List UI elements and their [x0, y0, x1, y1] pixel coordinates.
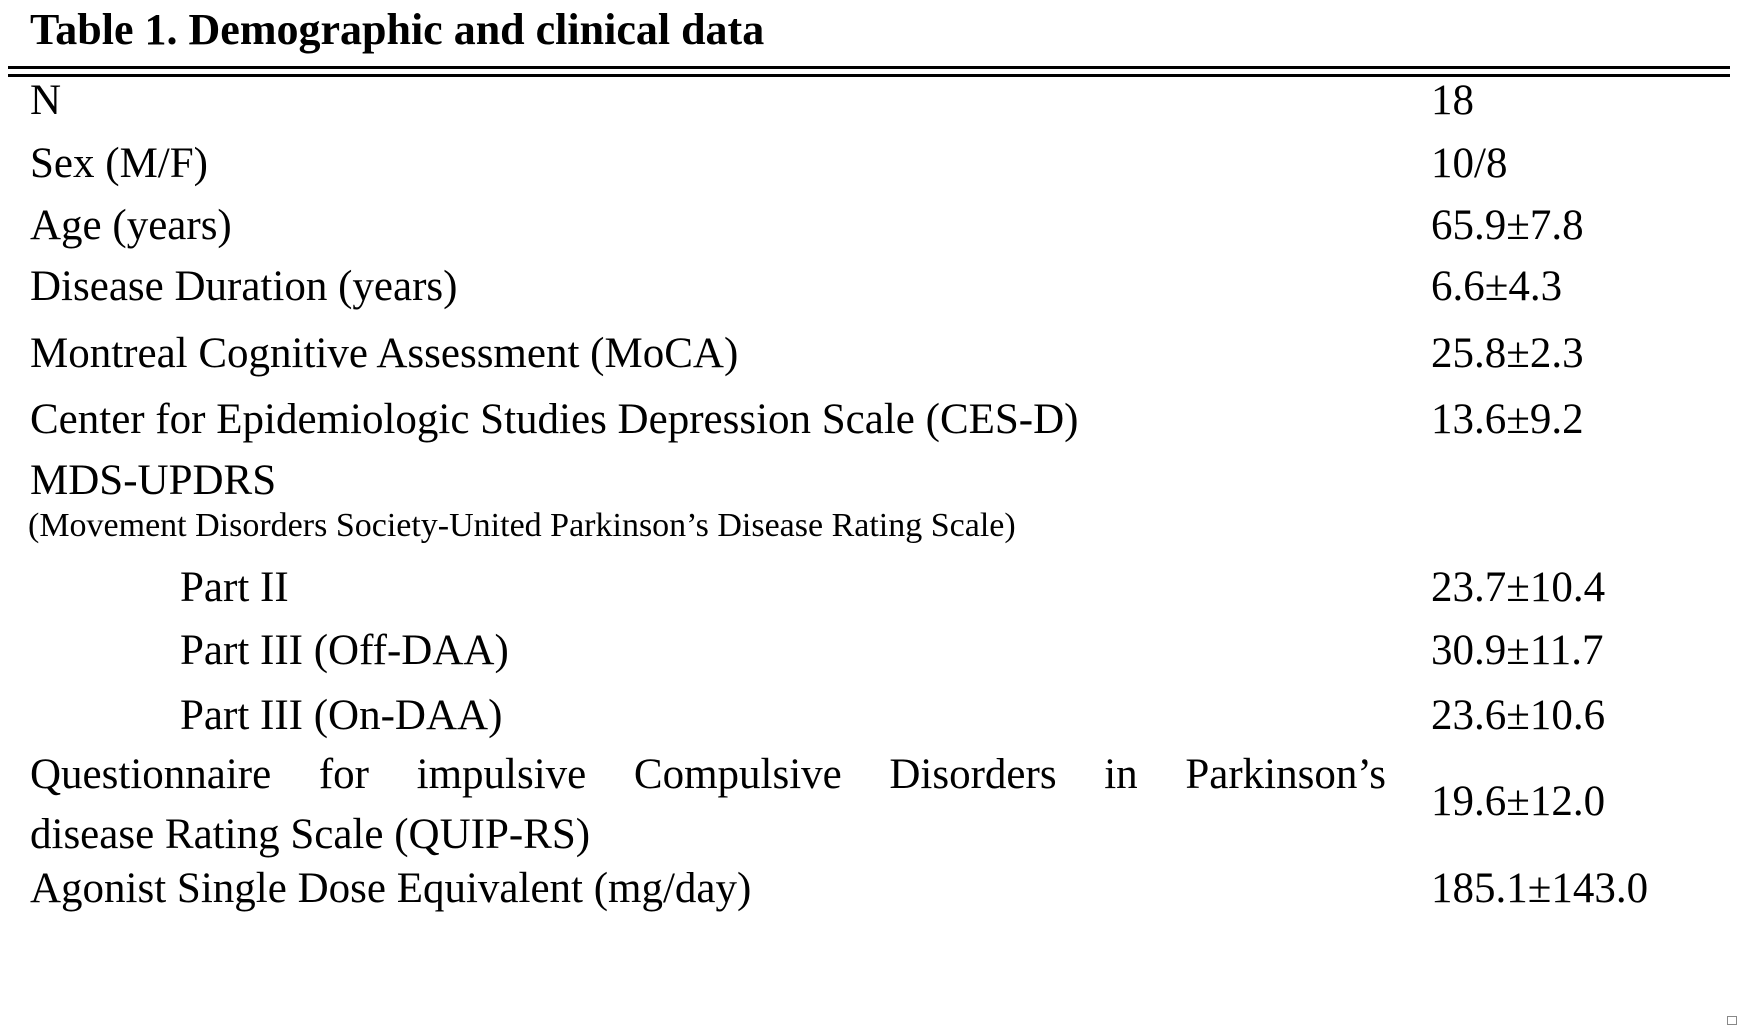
row-label-moca: Montreal Cognitive Assessment (MoCA) [30, 330, 739, 377]
row-value-part-ii: 23.7±10.4 [1431, 564, 1606, 611]
row-value-ces-d: 13.6±9.2 [1431, 396, 1584, 443]
row-value-disease-duration: 6.6±4.3 [1431, 263, 1563, 310]
row-label-quip-rs-line1: Questionnaire for impulsive Compulsive Disorders in Parkinson’s [30, 751, 1386, 798]
table-title: Table 1. Demographic and clinical data [30, 5, 765, 54]
row-label-quip-rs [30, 745, 1386, 865]
header-rule-top [8, 66, 1730, 69]
row-label-mds-updrs-full: (Movement Disorders Society-United Parkinson’s Disease Rating Scale) [28, 507, 1016, 544]
row-value-part-iii-off: 30.9±11.7 [1431, 627, 1604, 674]
row-label-part-iii-off: Part III (Off-DAA) [180, 627, 509, 674]
row-value-n: 18 [1431, 77, 1474, 124]
row-label-age: Age (years) [30, 202, 232, 249]
row-value-agonist-dose: 185.1±143.0 [1431, 865, 1649, 912]
row-value-quip-rs: 19.6±12.0 [1431, 778, 1606, 825]
row-value-age: 65.9±7.8 [1431, 202, 1584, 249]
corner-box-icon [1727, 1016, 1737, 1025]
row-label-agonist-dose: Agonist Single Dose Equivalent (mg/day) [30, 865, 752, 912]
row-label-part-ii: Part II [180, 564, 289, 611]
row-label-n: N [30, 77, 62, 124]
row-value-part-iii-on: 23.6±10.6 [1431, 692, 1606, 739]
row-label-mds-updrs: MDS-UPDRS [30, 457, 277, 504]
row-label-ces-d: Center for Epidemiologic Studies Depression Scale (CES-D) [30, 396, 1079, 443]
row-label-part-iii-on: Part III (On-DAA) [180, 692, 503, 739]
row-value-moca: 25.8±2.3 [1431, 330, 1584, 377]
row-label-disease-duration: Disease Duration (years) [30, 263, 458, 310]
row-value-sex: 10/8 [1431, 140, 1508, 187]
row-label-quip-rs-line2: disease Rating Scale (QUIP-RS) [30, 811, 591, 858]
row-label-sex: Sex (M/F) [30, 140, 208, 187]
